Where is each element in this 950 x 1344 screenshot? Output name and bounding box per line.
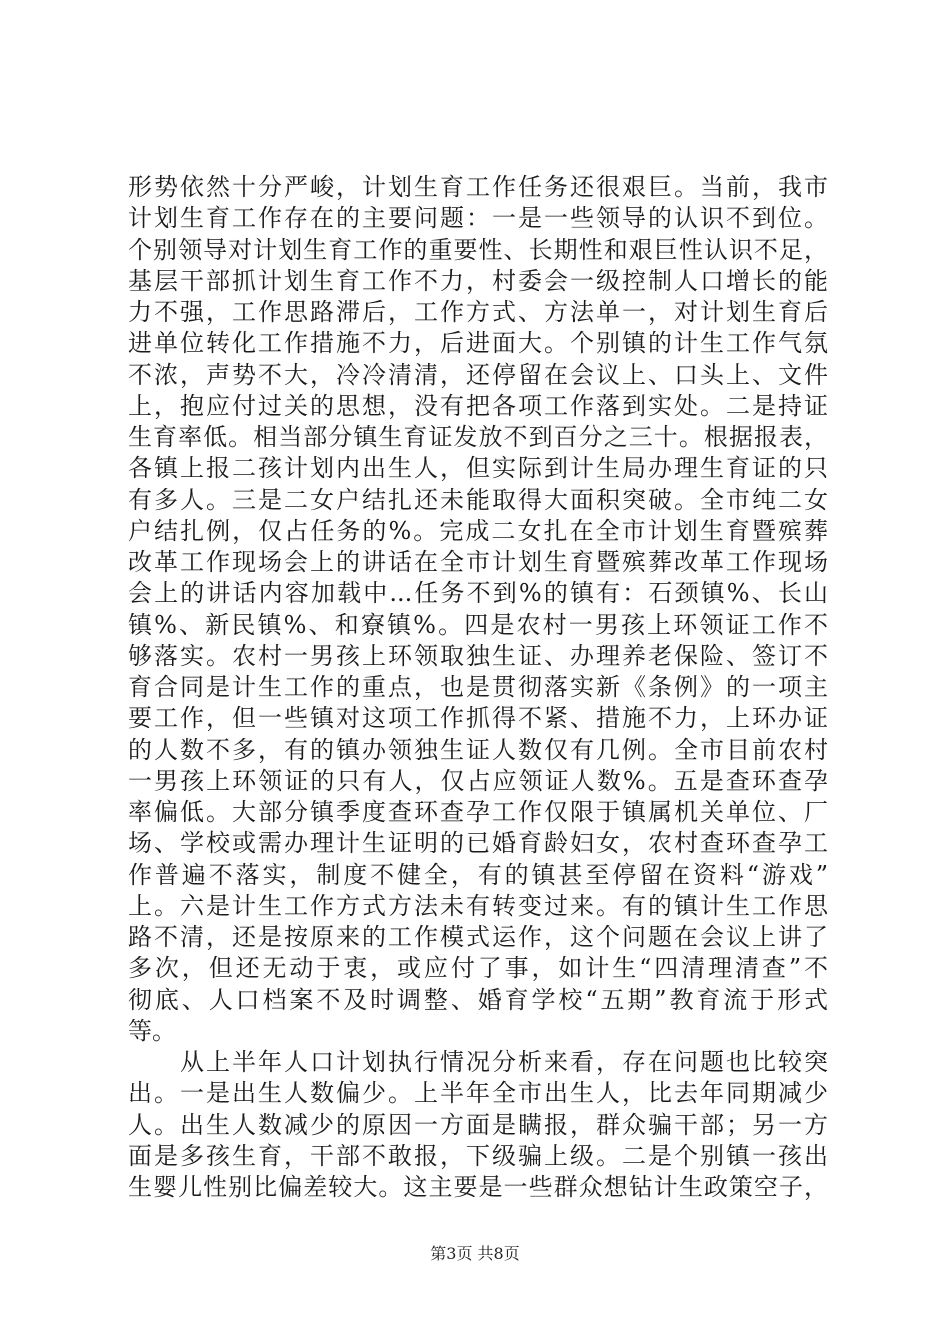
- text-line: 力不强，工作思路滞后，工作方式、方法单一，对计划生育后: [128, 298, 828, 326]
- text-line: 路不清，还是按原来的工作模式运作，这个问题在会议上讲了: [128, 923, 828, 951]
- text-line: 场、学校或需办理计生证明的已婚育龄妇女，农村查环查孕工: [128, 829, 828, 858]
- text-line: 镇%、新民镇%、和寮镇%。四是农村一男孩上环领证工作不: [128, 610, 828, 639]
- text-line: 会上的讲话内容加载中...任务不到%的镇有：石颈镇%、长山: [128, 579, 828, 608]
- page-footer: [0, 1244, 950, 1264]
- text-line: 彻底、人口档案不及时调整、婚育学校“五期”教育流于形式: [128, 985, 828, 1014]
- text-line: 的人数不多，有的镇办领独生证人数仅有几例。全市目前农村: [128, 735, 828, 764]
- text-line: 面是多孩生育，干部不敢报，下级骗上级。二是个别镇一孩出: [128, 1141, 828, 1170]
- text-line: 形势依然十分严峻，计划生育工作任务还很艰巨。当前，我市: [128, 173, 828, 201]
- text-line: 一男孩上环领证的只有人，仅占应领证人数%。五是查环查孕: [128, 766, 828, 795]
- text-line: 要工作，但一些镇对这项工作抓得不紧、措施不力，上环办证: [128, 704, 828, 733]
- text-line: 户结扎例，仅占任务的%。完成二女扎在全市计划生育暨殡葬: [128, 516, 828, 545]
- text-line: 作普遍不落实，制度不健全，有的镇甚至停留在资料“游戏”: [128, 860, 828, 889]
- text-line: 人。出生人数减少的原因一方面是瞒报，群众骗干部；另一方: [128, 1110, 828, 1139]
- text-line: 多次，但还无动于衷，或应付了事，如计生“四清理清查”不: [128, 954, 828, 983]
- text-line: 上，抱应付过关的思想，没有把各项工作落到实处。二是持证: [128, 391, 828, 420]
- text-line: 各镇上报二孩计划内出生人，但实际到计生局办理生育证的只: [128, 454, 828, 483]
- text-line: 个别领导对计划生育工作的重要性、长期性和艰巨性认识不足，: [128, 235, 828, 264]
- text-line: 不浓，声势不大，冷冷清清，还停留在会议上、口头上、文件: [128, 360, 828, 389]
- body-text: [128, 172, 828, 1203]
- text-line: 生婴儿性别比偏差较大。这主要是一些群众想钻计生政策空子，: [128, 1173, 828, 1201]
- text-line: 出。一是出生人数偏少。上半年全市出生人，比去年同期减少: [128, 1079, 828, 1108]
- page-number: 第3页 共8页: [430, 1244, 520, 1263]
- text-line: 基层干部抓计划生育工作不力，村委会一级控制人口增长的能: [128, 266, 828, 295]
- text-line: 有多人。三是二女户结扎还未能取得大面积突破。全市纯二女: [128, 485, 828, 514]
- text-line: 从上半年人口计划执行情况分析来看，存在问题也比较突: [128, 1048, 828, 1076]
- text-line: 率偏低。大部分镇季度查环查孕工作仅限于镇属机关单位、厂: [128, 798, 828, 826]
- text-line: 育合同是计生工作的重点，也是贯彻落实新《条例》的一项主: [128, 673, 828, 701]
- text-line: 计划生育工作存在的主要问题：一是一些领导的认识不到位。: [128, 204, 828, 233]
- text-line: 上。六是计生工作方式方法未有转变过来。有的镇计生工作思: [128, 891, 828, 920]
- text-line: 生育率低。相当部分镇生育证发放不到百分之三十。根据报表，: [128, 423, 828, 451]
- text-line: 等。: [128, 1016, 176, 1045]
- text-line: 改革工作现场会上的讲话在全市计划生育暨殡葬改革工作现场: [128, 548, 828, 576]
- text-line: 进单位转化工作措施不力，后进面大。个别镇的计生工作气氛: [128, 329, 828, 358]
- text-line: 够落实。农村一男孩上环领取独生证、办理养老保险、签订不: [128, 641, 828, 670]
